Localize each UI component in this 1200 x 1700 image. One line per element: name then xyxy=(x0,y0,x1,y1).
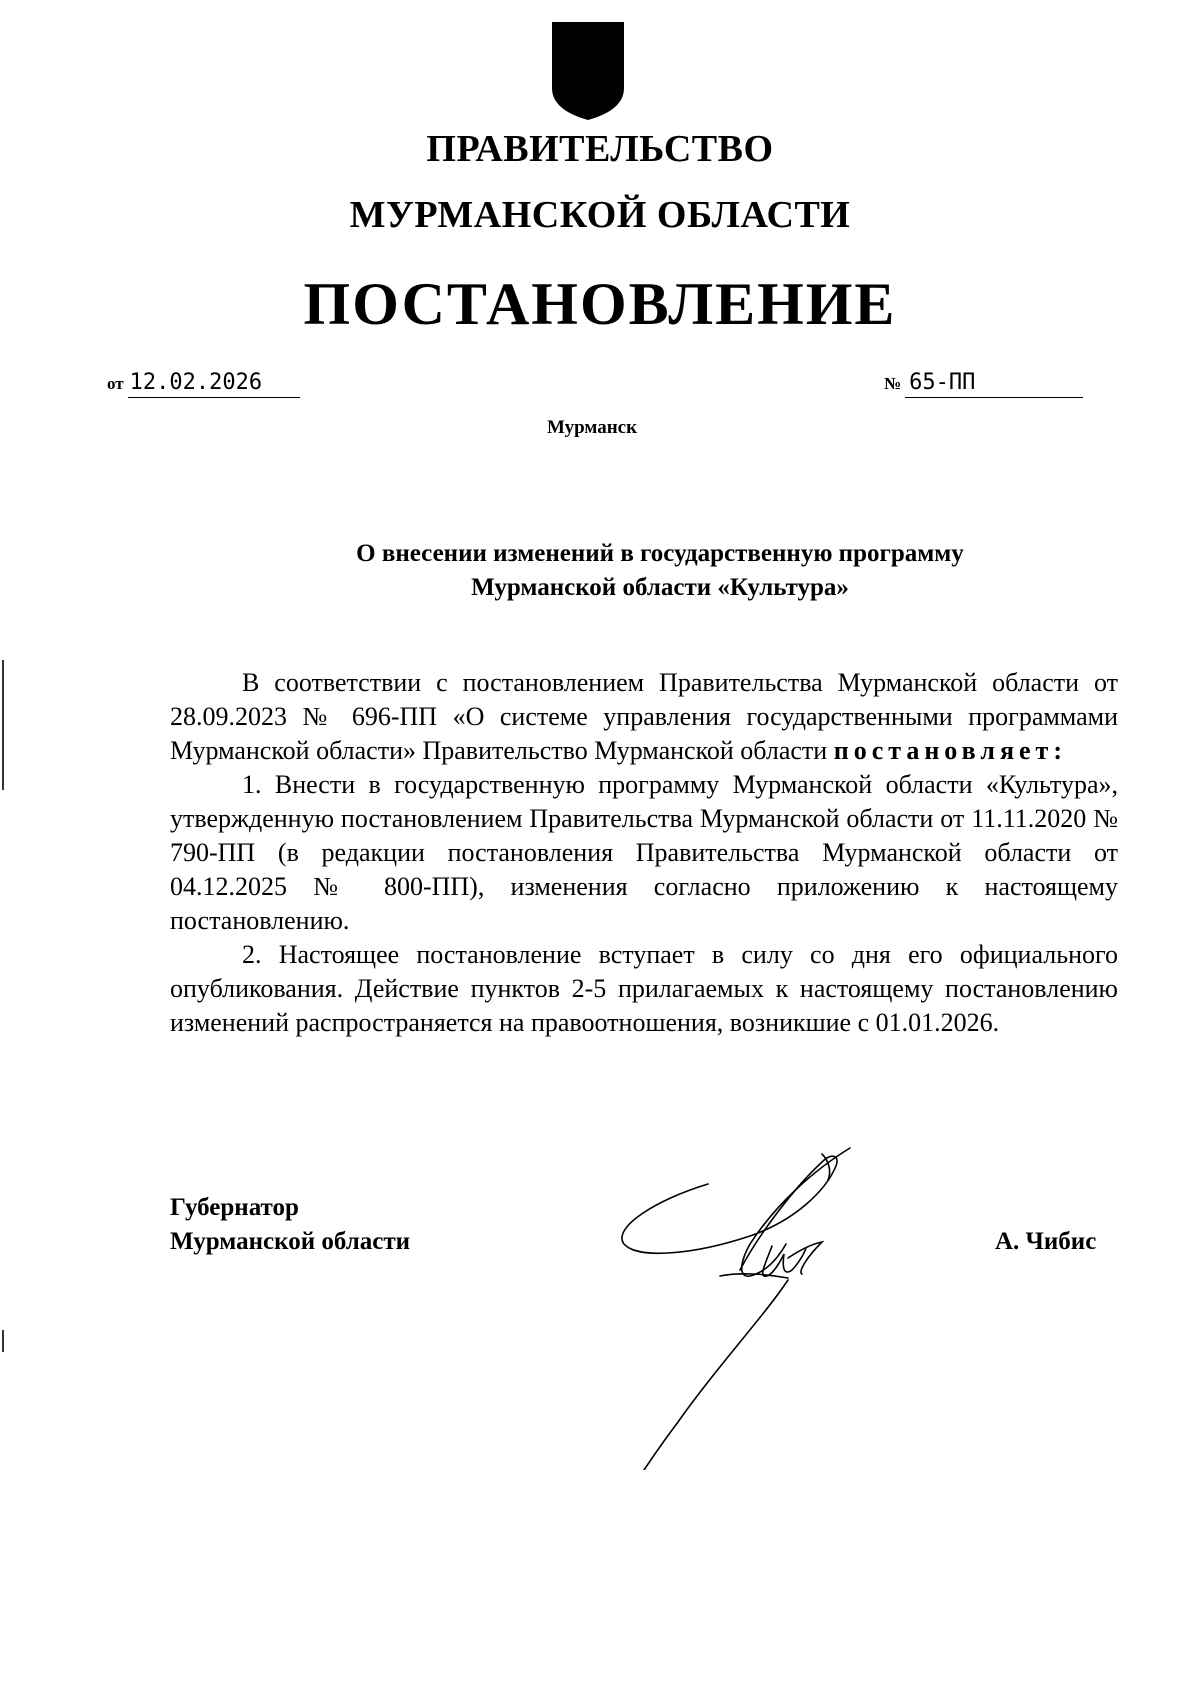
signer-name: А. Чибис xyxy=(995,1228,1097,1255)
body-item-1: 1. Внести в государственную программу Мурманской области «Культура», утвержденную постановлением Правительства Мурманской области от 11.11.2020 № 790-ПП (в редакции постановления Правительства Мурманской области от 04.12.2025 № 800-ПП), изменения согласно приложению к настоящему постановлению. xyxy=(170,770,1118,935)
signer-position xyxy=(170,1191,410,1259)
number-label: № xyxy=(884,374,902,393)
handwritten-signature xyxy=(600,1140,900,1470)
preamble-text: В соответствии с постановлением Правительства Мурманской области от 28.09.2023 № 696-ПП «О системе управления государственными программами Мурманской области» Правительство Мурманской области xyxy=(170,668,1118,765)
body-item-2: 2. Настоящее постановление вступает в силу со дня его официального опубликования. Действие пунктов 2-5 прилагаемых к настоящему постановлению изменений распространяется на правоотношения, возникшие с 01.01.2026. xyxy=(170,940,1118,1037)
city-name: Мурманск xyxy=(546,417,638,438)
government-name-line1: ПРАВИТЕЛЬСТВО xyxy=(426,128,774,170)
margin-scan-mark-top xyxy=(2,660,4,790)
date-label: от xyxy=(107,374,124,393)
document-type-title: ПОСТАНОВЛЕНИЕ xyxy=(303,271,897,337)
preamble-paragraph xyxy=(170,666,1118,768)
document-body xyxy=(170,666,1118,1040)
coat-of-arms-emblem xyxy=(548,18,628,122)
document-date xyxy=(107,372,300,398)
margin-scan-mark-bottom xyxy=(2,1330,4,1352)
signer-position-line1: Губернатор xyxy=(170,1194,299,1221)
number-value: 65-ПП xyxy=(905,372,1083,398)
date-value: 12.02.2026 xyxy=(128,372,300,398)
document-number xyxy=(884,372,1083,398)
government-name-line2: МУРМАНСКОЙ ОБЛАСТИ xyxy=(349,194,851,236)
document-subject xyxy=(300,537,1020,605)
subject-line2: Мурманской области «Культура» xyxy=(471,574,849,601)
signer-position-line2: Мурманской области xyxy=(170,1228,411,1255)
resolves-word: постановляет: xyxy=(833,736,1067,765)
subject-line1: О внесении изменений в государственную программу xyxy=(356,540,964,567)
